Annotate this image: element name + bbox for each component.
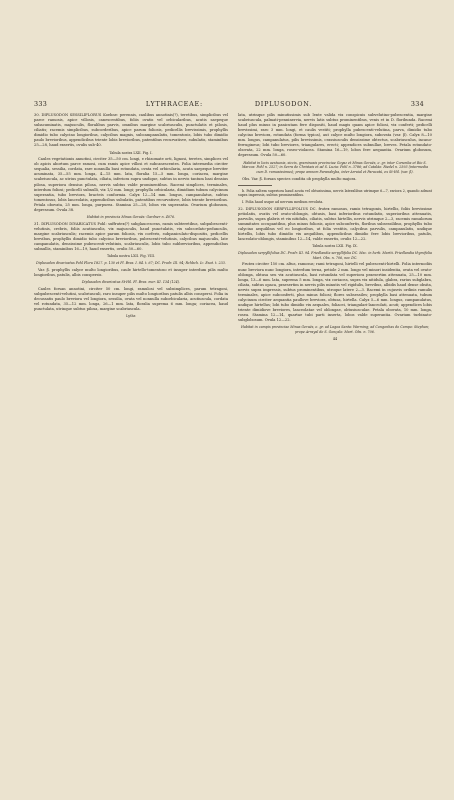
text-paragraph: 31. DIPLUSODON DIVARICATUS Pohl: suffrutex(?) subglaucescens, ramis subteretibus, subpubescenti-velutinis, crebris, foliis acutiusculis, vix majusculis, haud punctulatis, vix subcordato-pedunculis, margine scabriusculis; racemis apice parum foliosis, vix corferis, subpaniculato-dispositis, pedicellis brevibus, prophyllis dimidio tubo calycino brevioribus, pubescenti-velutinis, calycibus majusculis, late campanulatis, densissime pubescenti-velutinis, scabriusculis, lobis tubo subbrevioribus, appendicibus subnullis, staminibus 16—19, haud exsertis, ovulis 50—60. [34, 221, 228, 252]
text-paragraph: Diplusodon divaricatus St-Hil. Fl. Bras. mer. III. 134 (124). [81, 280, 181, 285]
text-paragraph: lata, utrinque pilis minutissimis sub lente valida vix conspicuis subvelutino-pubescentia, margine scabriuscula, palmati-penninervia, nervis latis subtus prominentibus, venis et in D. floribunda. Racemi haud plus minus in panicutam fere dispositi, haud magis quam apice foliosi, vix conferti; pedicelli brevissimi, raro 3 mm. longi, et caulis vestiti; prophylla pubescenti-velutina, parva, dimidio tubo calycino breviora, rotundata (forma typica), aut calyce multo longiora, subovata (var. β). Calyx 8—10 mm. longus, campanulatus, pilis brevissimis, crassiusculis densissime obtectus, scabriusculus, incano-ferrugineus; lobi tubo breviores, triangulares, erecti; appendices subnullae, breves. Petala rotundato-obovata, 22 mm. longa, roseo-violacea. Stamina 16—19, lobos fere aequantia. Ovarium globosum, depressum. Ovula 50—60. [238, 113, 432, 158]
text-paragraph: Diplusodon divaricatus Pohl Flora 1827. p. 130 et Pl. Bras. I. 84. t. 67; DC. Prodr. III. 94; Rchbch. Ic. Exot. t. 233. [36, 261, 226, 266]
text-paragraph: 30. DIPLUSODON SESSILIFLORUS Koehne: perennis, caulibus annotinis(?), teretibus, simplicibus vel parce ramosis, apice villosis, canescentibus, foliis ovatis vel orbicularibus, acutis saepeque subacuminatis, majusculis, floralibus parvis, omnibus margine scabriusculis, punctulatis et pilosis, ciliatis; racemis simplicibus, subcorderibus, apice parum foliosis, pedicellis brevissimis, prophyllis dimidio tubo calycino longioribus, calycibus magnis, subcampanulatis, tomentosis, lobis tubo dimidio paulo brevioribus, appendicibus triente lobis brevioribus, patentibus recurvatisve, subulatis, staminibus 25—28, haud exsertis, ovulis sub-40. [34, 113, 228, 148]
text-paragraph: I. Folia haud usque ad nervum medium revoluta. [242, 200, 324, 204]
page-number-left: 333 [34, 100, 48, 108]
text-paragraph: Tabula nostra LXII. Fig. I. [109, 150, 153, 155]
text-paragraph: Frutex circiter 150 cm. altus, ramosus; rami tetragoni, hirtelli vel pubescenti-hirtelli. Folia internodiis nunc breviora nunc longiora, interdum terna, petiole 2 mm. longo vel minori insidentia, ovata vel ovato-oblonga, obtusa seu vix acutiuscula, basi rotundata vel superiora praesertim attenuata, 25—10 mm. longa, 13—6 mm. lata, suprema 5 mm. longa, vix coriacea, supra vix nitidula, glabra, rarius subglabra, ciliata, subtus opaca, praesertim in nervis pilis minutis vel rigidulis, brevibus, albidis haud dense obsita, nervis supra impressis, subtus prominentibus, utroque latere 2—3. Racemi in cujusvis ordinis ramulis terminales, apice subconferti, plus minus foliosi; flores subsessiles; prophylla basi attenuata, tubum calycinum circiter aequantia paullove breviora, obtusa, hirtella. Calyx 5—6 mm. longus, campanulatus, undique hirtellus; lobi tubo dimidio vix aequales, foliacei, triangulari-lanceolati, acuti; appendices lobis triente dimidiove breviores, lanceolatae vel oblongae, obtusiusculae. Petala obovata, 10 mm. longa, rosea. Stamina 12—14, quartae tubi parti inserta, lobos valde superantia. Ovarium turbinato-subglobosum. Ovula 12—22. [238, 262, 432, 322]
section-rule [238, 185, 272, 186]
right-column [238, 113, 432, 343]
text-paragraph: Habitat in campis provinciae Minas Geraës, e. gr. ad Lagoa Santa: Warming; ad Congonhas do Campo: Stephan; prope Arrayal de S. Gonçalo: Mart. Obs. n. 706. [240, 325, 430, 334]
text-paragraph: Habitat in provincia Minas Geraës: Gardner n. 4076. [86, 215, 176, 219]
text-paragraph: b. Folia saltem superiora haud acuta vel obtusissima, nervis lateralibus utrimque 6—7, rariora 2, quando adsunt supra impressis, subtus prominentibus. [238, 188, 432, 198]
text-paragraph: Var. β. prophyllis calyce multo longioribus, caule hirtello-tomentoso et insuper interdum pilis multo longioribus, patulis, albis conspersis. [34, 267, 228, 277]
header-genus: DIPLUSODON. [254, 100, 313, 108]
running-header [34, 100, 432, 108]
text-paragraph: Obs. Var. β. forsan species condita ob prophylla multo majora. [242, 176, 357, 181]
text-paragraph: 44 [332, 336, 338, 341]
text-paragraph: Diplusodon serpyllifolius DC. Prodr. III. 94. Friedlandia serpyllifolia DC. Msc. in herb. Martii. Friedlandia thymifolia Mart. Obs. n. 706, nec DC. [238, 251, 432, 260]
text-paragraph: Habitat in locis aestuosis, siccis, graminosis provinciae Goyaz et Minas Geraës, e. gr. inter Corumba et Rio S. Marcos: Pohl n. 2527; in Serra de Christais et ad S. Luzia: Pohl n. 3786; ad Catalão: Riedel n. 2593 (intermedia cum D. ramosissimus); prope amnem Paranahyba, inter Arraial et Paracatú, ex St-Hil. (var. β). [241, 160, 429, 174]
two-column-body [34, 113, 432, 343]
header-section: LYTHRACEAE: [145, 100, 203, 108]
text-paragraph: Caules forsan annotini, circiter 50 cm. longi, ramulosi vel subsimplices, parum tetragoni, subpubescenti-velutini, scabriusculi, raro insuper pilis multo longioribus patulis albis conspersi. Folia in decussatis paulo breviora vel longiora, sessilia, ovata vel nonnulla suborbicularia, acutiuscula, cordata vel rotundata, 35—12 mm. longa, 26—1 mm. lata, floralia suprema 6 mm. longa; coriacea, haud punctulata, utrinque subtus pilosa, margine scabriuscula. [34, 286, 228, 312]
page-number-right: 334 [410, 100, 424, 108]
text-paragraph: Caules vegetationis annotini, circiter 35—50 cm. longi, e rhizomate orti, lignosi, teretes, simplices vel ob apicis abortum parce ramosi, cum ramis apice villosi et subcanescentes. Folia intermedia circiter sequalia, sessilia, cordata, rare nonnulla basi rotundata, ovata vel orbicularia, acuta saepeque breviter acuminata, 35—55 mm. longa, 4—15 mm. lata, floralia 15—5 mm. longa, coriacea, margine scabriuscula, ac utrius punctulata, ciliata, inferiora supra undique, subtus in nervis tantum basi densius pilosa, superiora densius pilosa, nervis subtus valde prominentibus. Racemi simplices, terminales, interdum foliosi; pedicelli subnulli, vix 1/2 mm. longi; prophylla orbicularia, dimidium tubum calycinum superantia, tubo breviora, bracteis conformia. Calyx 12—14 mm. longus, campanulatus, subtus tomentosus, lobis lanceolatis, appendicibus subulatis, patentibus recurvatisve, lobis triente brevioribus. Petala obovata, 25 mm. longa, purpurea. Stamina 25—28, lobos vix superantia. Ovarium globosum, depressum. Ovula 38. [34, 157, 228, 212]
text-paragraph: 32. DIPLUSODON SERPYLLIFOLIUS DC. frutex ramosus, ramis tetragonis, hirtellis, foliis brevissime petiolatis, ovatis vel ovato-oblongis, obtusis, basi inferioribus rotundatis, superioribus attenuatis, parvulis, supra glabris et vix nitidulis, ciliatis, subtus hirtellis, nervis utrimque 2—3, racemis ramulorum summitates occupantibus, plus minus foliosis, apice subconfertis, floribus subsessilibus, prophyllis tubo calycino aequilibus vel eo longioribus, ut folia vestitis, calycibus parvulis, campanulatis, undique hirtellis, lobis tubo dimidio vix aequilibus, appendicibus dimidio fere lobis brevioribus, patulis, lanceolato-oblongis, staminibus 12—14, valde exsertis, ovulis 12—22. [238, 206, 432, 242]
text-paragraph: Lythr. [126, 314, 136, 319]
left-column [34, 113, 228, 343]
text-paragraph: Tabula nostra LXII. Fig. VIII. [106, 254, 156, 259]
text-paragraph: Tabula nostra LXII. Fig. IX. [312, 244, 358, 249]
